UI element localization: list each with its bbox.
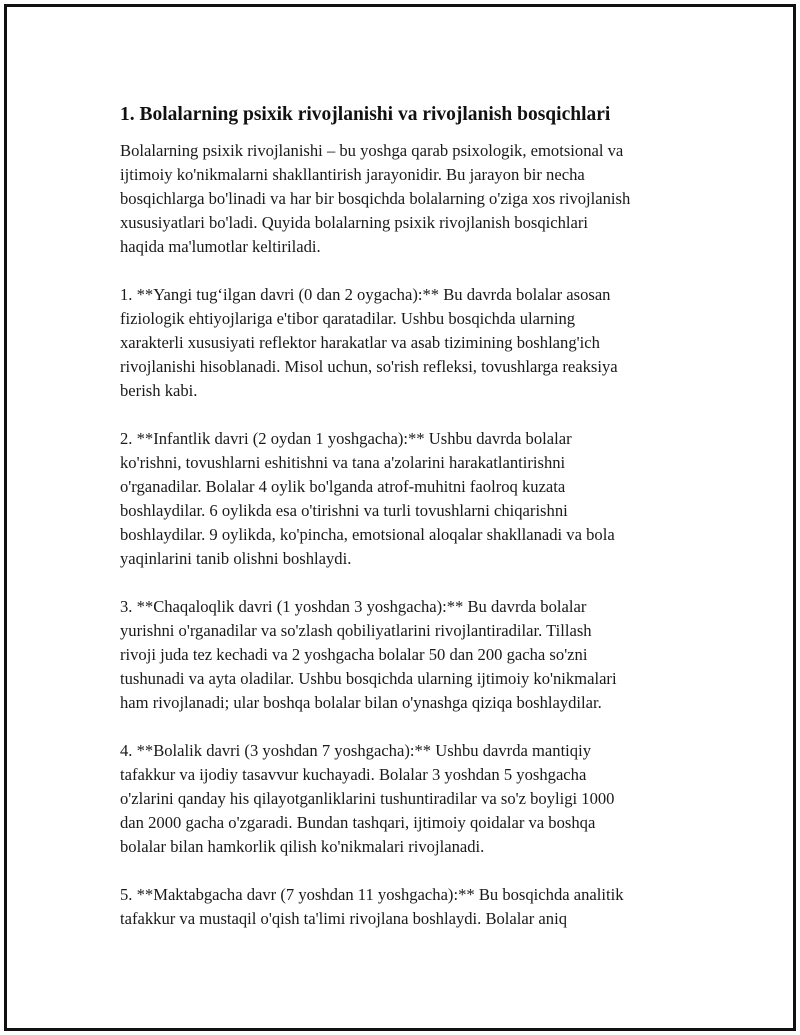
document-title: 1. Bolalarning psixik rivojlanishi va rivojlanish bosqichlari bbox=[120, 104, 611, 125]
document-body bbox=[120, 102, 700, 955]
intro-paragraph: Bolalarning psixik rivojlanishi – bu yoshga qarab psixologik, emotsional va ijtimoiy ko'nikmalarni shakllantirish jarayonidir. Bu jarayon bir necha bosqichlarga bo'linadi va har bir bosqichda bolalarning o'ziga xos rivojlanish xususiyatlari bo'ladi. Quyida bolalarning psixik rivojlanish bosqichlari haqida ma'lumotlar keltiriladi. bbox=[120, 141, 631, 256]
stage-1-paragraph: 1. **Yangi tug‘ilgan davri (0 dan 2 oygacha):** Bu davrda bolalar asosan fiziologik ehtiyojlariga e'tibor qaratadilar. Ushbu bosqichda ularning xarakterli xususiyati reflektor harakatlar va asab tizimining boshlang'ich rivojlanishi hisoblanadi. Misol uchun, so'rish refleksi, tovushlarga reaksiya berish kabi. bbox=[120, 285, 618, 400]
stage-3-paragraph: 3. **Chaqaloqlik davri (1 yoshdan 3 yoshgacha):** Bu davrda bolalar yurishni o'rganadilar va so'zlash qobiliyatlarini rivojlantiradilar. Tillash rivoji juda tez kechadi va 2 yoshgacha bolalar 50 dan 200 gacha so'zni tushunadi va ayta oladilar. Ushbu bosqichda ularning ijtimoiy ko'nikmalari ham rivojlanadi; ular boshqa bolalar bilan o'ynashga qiziqa boshlaydilar. bbox=[120, 597, 617, 712]
stage-2-paragraph: 2. **Infantlik davri (2 oydan 1 yoshgacha):** Ushbu davrda bolalar ko'rishni, tovushlarni eshitishni va tana a'zolarini harakatlantirishni o'rganadilar. Bolalar 4 oylik bo'lganda atrof-muhitni faolroq kuzata boshlaydilar. 6 oylikda esa o'tirishni va turli tovushlarni chiqarishni boshlaydilar. 9 oylikda, ko'pincha, emotsional aloqalar shakllanadi va bola yaqinlarini tanib olishni boshlaydi. bbox=[120, 429, 615, 568]
page-frame bbox=[4, 4, 796, 1031]
stage-5-paragraph: 5. **Maktabgacha davr (7 yoshdan 11 yoshgacha):** Bu bosqichda analitik tafakkur va mustaqil o'qish ta'limi rivojlana boshlaydi. Bolalar aniq bbox=[120, 885, 624, 928]
stage-4-paragraph: 4. **Bolalik davri (3 yoshdan 7 yoshgacha):** Ushbu davrda mantiqiy tafakkur va ijodiy tasavvur kuchayadi. Bolalar 3 yoshdan 5 yoshgacha o'zlarini qanday his qilayotganliklarini tushuntiradilar va so'z boyligi 1000 dan 2000 gacha o'zgaradi. Bundan tashqari, ijtimoiy qoidalar va boshqa bolalar bilan hamkorlik qilish ko'nikmalari rivojlanadi. bbox=[120, 741, 615, 856]
